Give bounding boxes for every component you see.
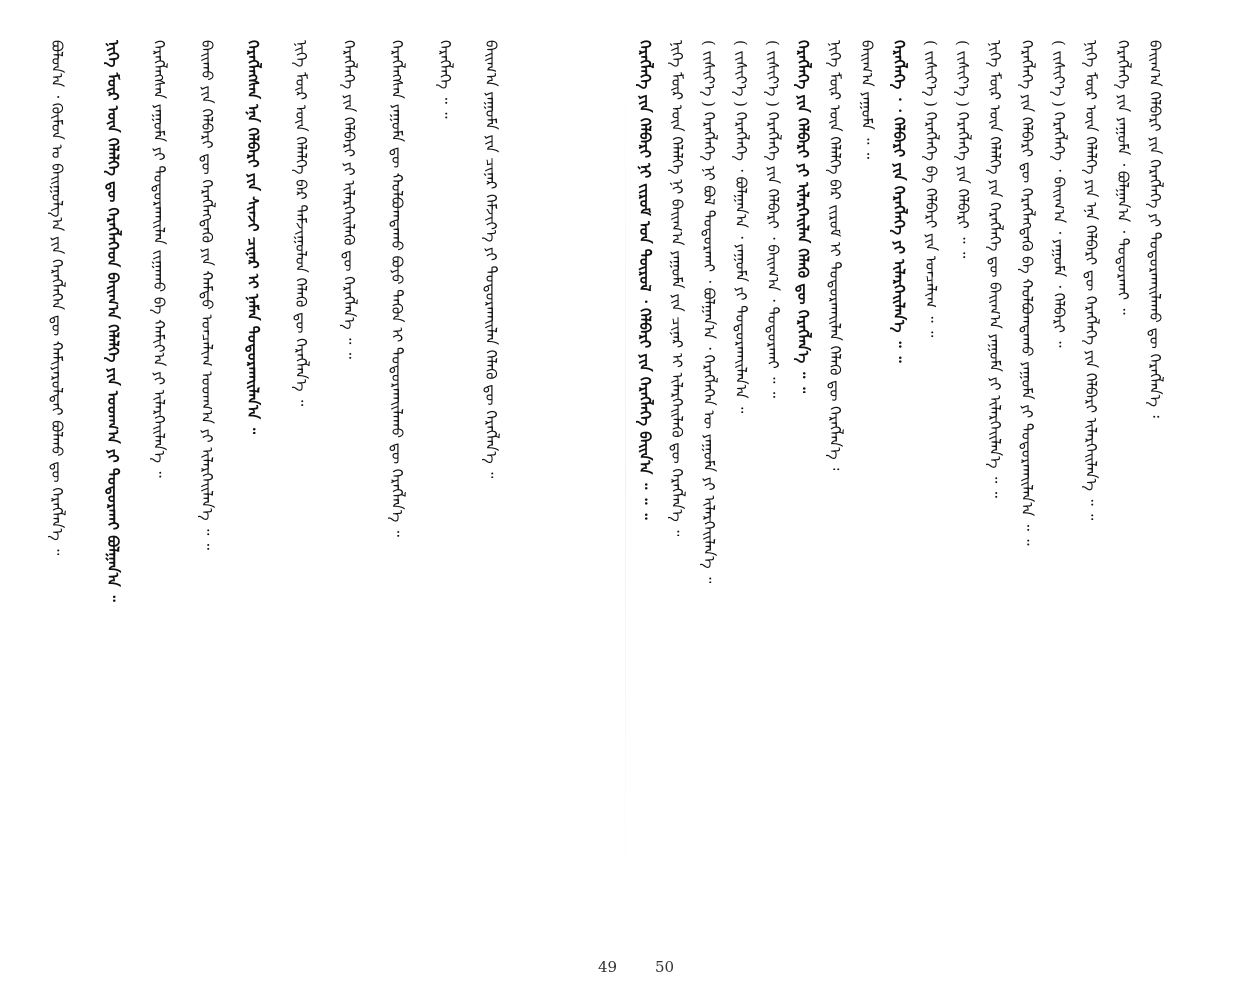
text-line: ᠬᠡᠷᠡᠭᠯᠡᠭᠡ ᠶᠢᠨ ᠬᠡᠯᠪᠡᠷᠢ ᠶᠢ ᠢᠯᠡᠷᠬᠡᠢᠯᠡᠬᠦ ᠳᠦ ᠬᠡᠷᠡᠭᠯᠡᠨ᠎ᠡ ᠃ ᠃	[340, 40, 358, 359]
text-line: ( ᠵᠢᠱᠢᠶ᠎ᠡ ) ᠬᠡᠷᠡᠭᠯᠡᠭᠡ ᠪᠠ ᠬᠡᠯᠪᠡᠷᠢ ᠶᠢᠨ ᠣᠨᠴᠠᠯᠢᠭ ᠃ ᠃	[922, 40, 940, 338]
text-line: ᠪᠣᠯᠤᠨ᠎ᠠ ᠂ ᠬᠦᠮᠦᠨ ᠤ ᠪᠠᠢᠭᠤᠯᠭ᠎ᠠ ᠶᠢᠨ ᠬᠡᠷᠡᠭᠯᠡᠭᠡᠨ ᠳᠦ ᠬᠠᠮᠢᠶᠠᠷᠤᠯᠲᠠᠢ ᠪᠣᠯᠬᠤ ᠳᠦ ᠬᠡᠷᠡᠭᠯᠡᠨ᠎ᠡ ᠃	[48, 40, 66, 556]
text-line: ( ᠵᠢᠱᠢᠶ᠎ᠡ ) ᠬᠡᠷᠡᠭᠯᠡᠭᠡ ᠶᠢᠨ ᠬᠡᠯᠪᠡᠷᠢ ᠂ ᠪᠠᠢᠭ᠎ᠠ ᠂ ᠲᠣᠳᠣᠷᠬᠠᠢ ᠃ ᠃	[764, 40, 782, 399]
text-line: ( ᠵᠢᠱᠢᠶ᠎ᠡ ) ᠬᠡᠷᠡᠭᠯᠡᠭᠡ ᠶᠢᠨ ᠬᠡᠯᠪᠡᠷᠢ ᠃ ᠃	[954, 40, 972, 259]
heading-line: ᠬᠡᠷᠡᠭᠯᠡᠭᠡ ᠶᠢᠨ ᠬᠡᠯᠪᠡᠷᠢ ᠨᠢ ᠵᠢᠷᠤᠮ ᠤᠨ ᠲᠥᠷᠦᠯ ᠂ ᠬᠡᠯᠪᠡᠷᠢ ᠶᠢᠨ ᠬᠡᠷᠡᠭᠯᠡᠭᠡ ᠪᠠᠢᠨ᠎ᠠ ᠃ ᠃ ᠃	[636, 40, 654, 520]
text-line: ᠬᠡᠷᠡᠭᠯᠡᠭᠰᠡᠨ ᠶᠠᠭᠤᠮᠠ ᠳᠦ ᠬᠣᠯᠪᠣᠭᠳᠠᠬᠤ ᠪᠤᠶᠤ ᠲᠡᠭᠦᠨ ᠢ ᠲᠣᠳᠣᠷᠬᠠᠢᠯᠠᠬᠤ ᠳᠦ ᠬᠡᠷᠡᠭᠯᠡᠨ᠎ᠡ ᠃	[388, 40, 406, 537]
right-page-number: 50	[655, 958, 675, 976]
heading-line: ᠬᠡᠷᠡᠭᠯᠡᠭᠡ ᠶᠢᠨ ᠬᠡᠯᠪᠡᠷᠢ ᠶᠢ ᠢᠯᠡᠷᠬᠡᠢᠯᠡᠨ ᠬᠡᠯᠡᠬᠦ ᠳᠦ ᠬᠡᠷᠡᠭᠯᠡᠨ᠎ᠡ ᠃ ᠃	[794, 40, 812, 394]
left-page	[0, 0, 627, 1000]
text-line: ( ᠵᠢᠱᠢᠶ᠎ᠡ ) ᠬᠡᠷᠡᠭᠯᠡᠭᠡ ᠂ ᠪᠠᠢᠭ᠎ᠠ ᠂ ᠶᠠᠭᠤᠮᠠ ᠂ ᠬᠡᠯᠪᠡᠷᠢ ᠃	[1050, 40, 1068, 348]
text-line: ᠨᠢᠭᠡ ᠮᠥᠷ ᠦᠨ ᠬᠡᠯᠡᠯᠭᠡ ᠪᠡᠷ ᠵᠢᠷᠤᠮ ᠢ ᠲᠣᠳᠣᠷᠬᠠᠢᠯᠠᠨ ᠬᠡᠯᠡᠬᠦ ᠳᠦ ᠬᠡᠷᠡᠭᠯᠡᠨ᠎ᠡ ᠄	[826, 40, 844, 471]
text-line: ᠬᠡᠷᠡᠭᠯᠡᠭᠡ ᠶᠢᠨ ᠶᠠᠭᠤᠮᠠ ᠂ ᠪᠣᠯᠭᠠᠨ᠎ᠠ ᠂ ᠲᠣᠳᠣᠷᠬᠠᠢ ᠃	[1114, 40, 1132, 315]
text-line: ᠬᠡᠷᠡᠭᠯᠡᠭᠡ ᠶᠢᠨ ᠬᠡᠯᠪᠡᠷᠢ ᠳᠦ ᠬᠡᠷᠡᠭᠯᠡᠭᠳᠡᠬᠦ ᠪᠠ ᠬᠣᠯᠪᠣᠭᠳᠠᠬᠤ ᠶᠠᠭᠤᠮᠠ ᠶᠢ ᠲᠣᠳᠣᠷᠬᠠᠢᠯᠠᠨ᠎ᠠ ᠃ ᠃	[1018, 40, 1036, 546]
text-line: ( ᠵᠢᠱᠢᠶ᠎ᠡ ) ᠬᠡᠷᠡᠭᠯᠡᠭᠡ ᠨᠢ ᠪᠣᠯ ᠲᠣᠳᠣᠷᠬᠠᠢ ᠂ ᠪᠣᠯᠭᠠᠨ᠎ᠠ ᠂ ᠬᠡᠷᠡᠭᠯᠡᠭᠡᠨ ᠦ ᠶᠠᠭᠤᠮᠠ ᠶᠢ ᠢᠯᠡᠷᠬᠡᠢᠯᠡᠨ᠎ᠡ ᠃	[700, 40, 718, 584]
heading-line: ᠨᠢᠭᠡ ᠮᠥᠷ ᠦᠨ ᠬᠡᠯᠡᠯᠭᠡ ᠳᠦ ᠬᠡᠷᠡᠭᠯᠡᠭᠡᠳ ᠪᠠᠢᠭ᠎ᠠ ᠬᠡᠯᠡᠯᠭᠡ ᠶᠢᠨ ᠤᠳᠬ᠎ᠠ ᠶᠢ ᠲᠣᠳᠣᠷᠬᠠᠢ ᠪᠣᠯᠭᠠᠨ᠎ᠠ ᠃	[104, 40, 122, 602]
left-page-number: 49	[598, 958, 618, 976]
text-line: ᠨᠢᠭᠡ ᠮᠥᠷ ᠦᠨ ᠬᠡᠯᠡᠯᠭᠡ ᠶᠢᠨ ᠬᠡᠷᠡᠭᠯᠡᠭᠡ ᠳᠦ ᠪᠠᠢᠭ᠎ᠠ ᠶᠠᠭᠤᠮᠠ ᠶᠢ ᠢᠯᠡᠷᠬᠡᠢᠯᠡᠨ᠎ᠡ ᠃ ᠃	[986, 40, 1004, 498]
heading-line: ᠬᠡᠷᠡᠭᠯᠡᠭᠡ ᠂ ᠂ ᠬᠡᠯᠪᠡᠷᠢ ᠶᠢᠨ ᠬᠡᠷᠡᠭᠯᠡᠭᠡ ᠶᠢ ᠢᠯᠡᠷᠬᠡᠢᠯᠡᠨ᠎ᠡ ᠃ ᠃	[890, 40, 908, 363]
text-line: ᠨᠢᠭᠡ ᠮᠥᠷ ᠦᠨ ᠬᠡᠯᠡᠯᠭᠡ ᠪᠡᠷ ᠳᠠᠮᠵᠢᠭᠤᠯᠤᠨ ᠬᠡᠯᠡᠬᠦ ᠳᠦ ᠬᠡᠷᠡᠭᠯᠡᠨ᠎ᠡ ᠃	[292, 40, 310, 407]
text-line: ᠪᠠᠢᠭ᠎ᠠ ᠶᠠᠭᠤᠮᠠ ᠶᠢᠨ ᠴᠢᠨᠠᠷ ᠬᠡᠮᠵᠢᠶ᠎ᠡ ᠶᠢ ᠲᠣᠳᠣᠷᠬᠠᠢᠯᠠᠨ ᠬᠡᠯᠡᠬᠦ ᠳᠦ ᠬᠡᠷᠡᠭᠯᠡᠨ᠎ᠡ ᠃	[482, 40, 500, 479]
heading-line: ᠬᠡᠷᠡᠭᠯᠡᠭᠰᠡᠨ ᠡᠨᠡ ᠬᠡᠯᠪᠡᠷᠢ ᠶᠢᠨ ᠰᠢᠨᠵᠢ ᠴᠢᠨᠠᠷ ᠢ ᠨᠡᠮᠡᠨ ᠲᠣᠳᠣᠷᠬᠠᠢᠯᠠᠨ᠎ᠠ ᠃	[244, 40, 262, 435]
text-line: ᠪᠠᠢᠬᠤ ᠶᠢᠨ ᠬᠡᠯᠪᠡᠷᠢ ᠳᠦ ᠬᠡᠷᠡᠭᠯᠡᠭᠳᠡᠬᠦ ᠶᠢᠨ ᠬᠠᠮᠲᠤ ᠣᠨᠴᠠᠯᠢᠭ ᠤᠳᠬ᠎ᠠ ᠶᠢ ᠢᠯᠡᠷᠬᠡᠢᠯᠡᠨ᠎ᠡ ᠃ ᠃	[198, 40, 216, 550]
text-line: ᠬᠡᠷᠡᠭᠯᠡᠭᠰᠡᠨ ᠶᠠᠭᠤᠮᠠ ᠶᠢ ᠲᠣᠳᠣᠷᠬᠠᠢᠯᠠᠨ ᠵᠢᠭᠠᠬᠤ ᠪᠠ ᠬᠠᠮᠢᠶ᠎ᠠ ᠶᠢ ᠢᠯᠡᠷᠬᠡᠢᠯᠡᠨ᠎ᠡ ᠃	[150, 40, 168, 478]
text-line: ( ᠵᠢᠱᠢᠶ᠎ᠡ ) ᠬᠡᠷᠡᠭᠯᠡᠭᠡ ᠂ ᠪᠣᠯᠭᠠᠨ᠎ᠠ ᠂ ᠶᠠᠭᠤᠮᠠ ᠶᠢ ᠲᠣᠳᠣᠷᠬᠠᠢᠯᠠᠨ᠎ᠠ ᠃	[732, 40, 750, 414]
right-page	[628, 0, 1255, 1000]
text-line: ᠨᠢᠭᠡ ᠮᠥᠷ ᠦᠨ ᠬᠡᠯᠡᠯᠭᠡ ᠶᠢᠨ ᠡᠨᠡ ᠬᠡᠯᠪᠡᠷᠢ ᠳᠦ ᠬᠡᠷᠡᠭᠯᠡᠭᠡ ᠶᠢᠨ ᠬᠡᠯᠪᠡᠷᠢ ᠢᠯᠡᠷᠬᠡᠢᠯᠡᠨ᠎ᠡ ᠃ ᠃	[1082, 40, 1100, 521]
text-line: ᠪᠠᠢᠭ᠎ᠠ ᠶᠠᠭᠤᠮᠠ ᠃ ᠃	[858, 40, 876, 160]
text-line: ᠨᠢᠭᠡ ᠮᠥᠷ ᠦᠨ ᠬᠡᠯᠡᠯᠭᠡ ᠨᠢ ᠪᠠᠢᠭ᠎ᠠ ᠶᠠᠭᠤᠮᠠ ᠶᠢᠨ ᠴᠢᠨᠠᠷ ᠢ ᠢᠯᠡᠷᠬᠡᠢᠯᠡᠬᠦ ᠳᠦ ᠬᠡᠷᠡᠭᠯᠡᠨ᠎ᠡ ᠃	[668, 40, 686, 537]
text-line: ᠪᠠᠢᠭ᠎ᠠ ᠬᠡᠯᠪᠡᠷᠢ ᠶᠢᠨ ᠬᠡᠷᠡᠭᠯᠡᠭᠡ ᠶᠢ ᠲᠣᠳᠣᠷᠬᠠᠢᠯᠠᠬᠤ ᠳᠦ ᠬᠡᠷᠡᠭᠯᠡᠨ᠎ᠡ ᠄	[1146, 40, 1164, 418]
page-gutter	[625, 30, 626, 930]
text-line: ᠬᠡᠷᠡᠭᠯᠡᠭᠡ ᠃ ᠃	[436, 40, 454, 119]
